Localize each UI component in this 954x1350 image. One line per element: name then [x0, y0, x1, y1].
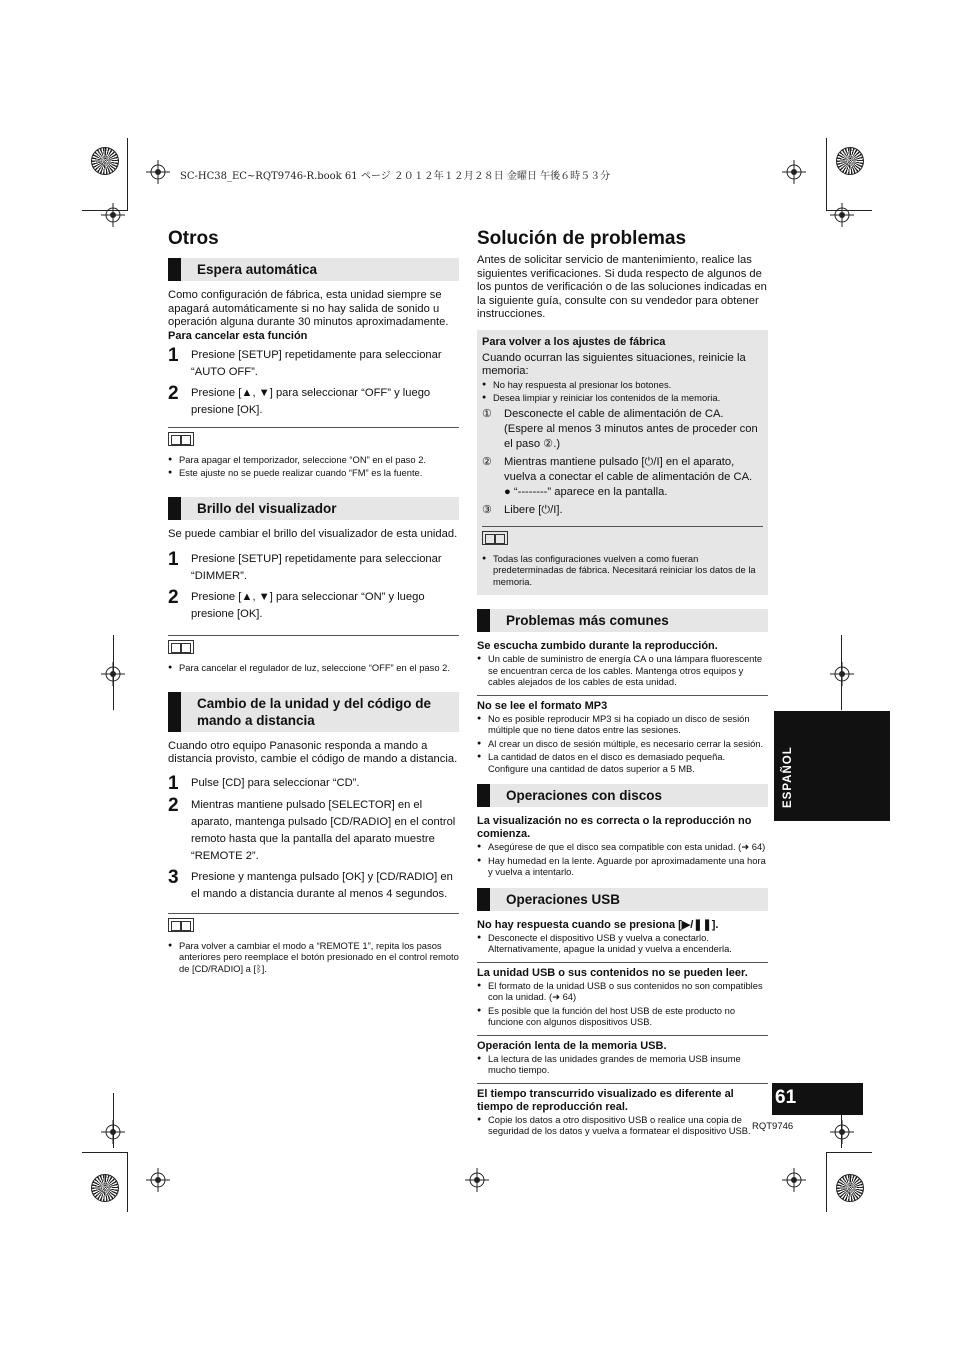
registration-mark-icon: [782, 160, 806, 184]
rosette-mark-top-left: [91, 147, 119, 175]
problem-title: La visualización no es correcta o la reproducción no comienza.: [477, 815, 752, 840]
document-code: RQT9746: [752, 1121, 794, 1132]
registration-mark-icon: [830, 203, 854, 227]
list-item: ● Para cancelar el regulador de luz, seleccione “OFF” en el paso 2.: [168, 662, 459, 674]
step-item: ② Mientras mantiene pulsado [⏻/I] en el aparato, vuelva a conectar el cable de alimentación de CA.: [482, 455, 753, 483]
list-item: ● Desea limpiar y reiniciar los contenidos de la memoria.: [482, 392, 763, 404]
divider: [477, 695, 768, 698]
step-item: 2 Presione [▲, ▼] para seleccionar “ON” y luego presione [OK].: [168, 587, 425, 620]
step-item: ① Desconecte el cable de alimentación de CA. (Espere al menos 3 minutos antes de proceder con el paso ②.): [482, 407, 758, 450]
registration-mark-icon: [782, 1168, 806, 1192]
list-item: ● Copie los datos a otro dispositivo USB o realice una copia de seguridad de los datos y vuelva a formatear el dispositivo USB.: [477, 1114, 768, 1137]
step-item: 3 Presione y mantenga pulsado [OK] y [CD/RADIO] en el mando a distancia durante al menos 4 segundos.: [168, 866, 453, 900]
list-item: ● Todas las configuraciones vuelven a como fueran predeterminadas de fábrica. Necesitará reiniciar los datos de la memoria.: [482, 553, 763, 588]
rosette-mark-bottom-left: [91, 1174, 119, 1202]
list-item: ● Para apagar el temporizador, seleccione “ON” en el paso 2.: [168, 454, 459, 466]
registration-mark-icon: [830, 1120, 854, 1144]
problem-title: Operación lenta de la memoria USB.: [477, 1039, 667, 1052]
section-title-otros: Otros: [168, 228, 219, 249]
right-column: [477, 228, 768, 1139]
divider: [477, 962, 768, 965]
divider: [477, 1083, 768, 1086]
section-title-solucion: Solución de problemas: [477, 228, 687, 249]
heading-brillo-visualizador: Brillo del visualizador: [168, 497, 459, 520]
book-note-icon: [168, 640, 194, 654]
list-item: ● Hay humedad en la lente. Aguarde por aproximadamente una hora y vuelva a intentarlo.: [477, 855, 768, 878]
note-block: [168, 635, 459, 674]
registration-mark-icon: [465, 1168, 489, 1192]
registration-mark-icon: [101, 203, 125, 227]
rosette-mark-top-right: [836, 147, 864, 175]
step-item: 1 Presione [SETUP] repetidamente para seleccionar “DIMMER”.: [168, 549, 442, 582]
paragraph: Cuando otro equipo Panasonic responda a mando a distancia provisto, cambie el código de mando a distancia.: [168, 739, 458, 765]
left-column: [168, 228, 459, 976]
step-item: 2 Mientras mantiene pulsado [SELECTOR] en el aparato, mantenga pulsado [CD/RADIO] en el control remoto hasta que la pantalla del aparato muestre “REMOTE 2”.: [168, 794, 456, 862]
rosette-mark-bottom-right: [836, 1174, 864, 1202]
step-item: 1 Presione [SETUP] repetidamente para seleccionar “AUTO OFF”.: [168, 344, 442, 378]
problem-title: La unidad USB o sus contenidos no se pueden leer.: [477, 966, 748, 979]
registration-mark-icon: [146, 1168, 170, 1192]
step-item: 1 Pulse [CD] para seleccionar “CD”.: [168, 772, 360, 794]
problem-title: Se escucha zumbido durante la reproducción.: [477, 640, 718, 652]
book-note-icon: [168, 918, 194, 932]
list-item: ● Asegúrese de que el disco sea compatible con esta unidad. (➜ 64): [477, 841, 768, 853]
paragraph: Cuando ocurran las siguientes situaciones, reinicie la memoria:: [482, 351, 746, 377]
list-item: ● Un cable de suministro de energía CA o una lámpara fluorescente se encuentran cerca de los cables. Mantenga otros equipos y cables alejados de los cables de esta unidad.: [477, 653, 768, 688]
step-item: ③ Libere [⏻/I].: [482, 503, 563, 516]
book-note-icon: [168, 432, 194, 446]
list-item: ● No es posible reproducir MP3 si ha copiado un disco de sesión múltiple que no tiene datos entre las sesiones.: [477, 713, 768, 736]
heading-problemas-comunes: Problemas más comunes: [477, 609, 768, 632]
note-block: [168, 913, 459, 975]
print-header-line: SC-HC38_EC~RQT9746-R.book 61 ページ ２０１２年１２月２８日 金曜日 午後６時５３分: [180, 171, 611, 182]
subheading: Para volver a los ajustes de fábrica: [482, 335, 666, 348]
page-number: 61: [772, 1083, 863, 1115]
book-note-icon: [482, 531, 508, 545]
paragraph: Antes de solicitar servicio de mantenimiento, realice las siguientes verificaciones. Si duda respecto de algunos de los puntos de verificación o de las soluciones indicadas en la siguiente guía, consulte con su vendedor para obtener instrucciones.: [477, 254, 767, 320]
list-item: ● Desconecte el dispositivo USB y vuelva a conectarlo. Alternativamente, apague la unidad y vuelva a encenderla.: [477, 932, 768, 955]
note-block: [482, 526, 763, 588]
problem-title: No se lee el formato MP3: [477, 699, 608, 712]
list-item: ● Este ajuste no se puede realizar cuando “FM” es la fuente.: [168, 467, 459, 479]
factory-reset-box: [477, 330, 768, 596]
problem-title: El tiempo transcurrido visualizado es diferente al tiempo de reproducción real.: [477, 1087, 734, 1113]
registration-mark-icon: [146, 160, 170, 184]
heading-cambio-codigo-mando: Cambio de la unidad y del código de mando a distancia: [168, 692, 459, 732]
step-item: ● “--------” aparece en la pantalla.: [504, 485, 668, 498]
list-item: ● Es posible que la función del host USB de este producto no funcione con algunos dispositivos USB.: [477, 1005, 768, 1028]
list-item: ● Al crear un disco de sesión múltiple, es necesario cerrar la sesión.: [477, 738, 768, 750]
paragraph: Se puede cambiar el brillo del visualizador de esta unidad.: [168, 527, 458, 540]
step-item: 2 Presione [▲, ▼] para seleccionar “OFF” y luego presione [OK].: [168, 382, 431, 416]
problem-title: No hay respuesta cuando se presiona [▶/❚❚].: [477, 918, 719, 931]
list-item: ● No hay respuesta al presionar los botones.: [482, 379, 763, 391]
list-item: ● La lectura de las unidades grandes de memoria USB insume mucho tiempo.: [477, 1053, 768, 1076]
registration-mark-icon: [830, 662, 854, 686]
divider: [477, 1035, 768, 1038]
language-tab: ESPAÑOL: [774, 711, 890, 821]
heading-operaciones-discos: Operaciones con discos: [477, 784, 768, 807]
paragraph: Como configuración de fábrica, esta unidad siempre se apagará automáticamente si no hay salida de sonido u operación alguna durante 30 minutos aproximadamente.: [168, 289, 449, 328]
list-item: ● El formato de la unidad USB o sus contenidos no son compatibles con la unidad. (➜ 64): [477, 980, 768, 1003]
heading-espera-automatica: Espera automática: [168, 258, 459, 281]
subheading: Para cancelar esta función: [168, 329, 308, 342]
list-item: ● La cantidad de datos en el disco es demasiado pequeña. Configure una cantidad de datos superior a 5 MB.: [477, 751, 768, 774]
note-block: [168, 427, 459, 479]
list-item: ● Para volver a cambiar el modo a “REMOTE 1”, repita los pasos anteriores pero reemplace el botón presionado en el control remoto de [CD/RADIO] a [ᛒ].: [168, 940, 459, 975]
heading-operaciones-usb: Operaciones USB: [477, 888, 768, 911]
